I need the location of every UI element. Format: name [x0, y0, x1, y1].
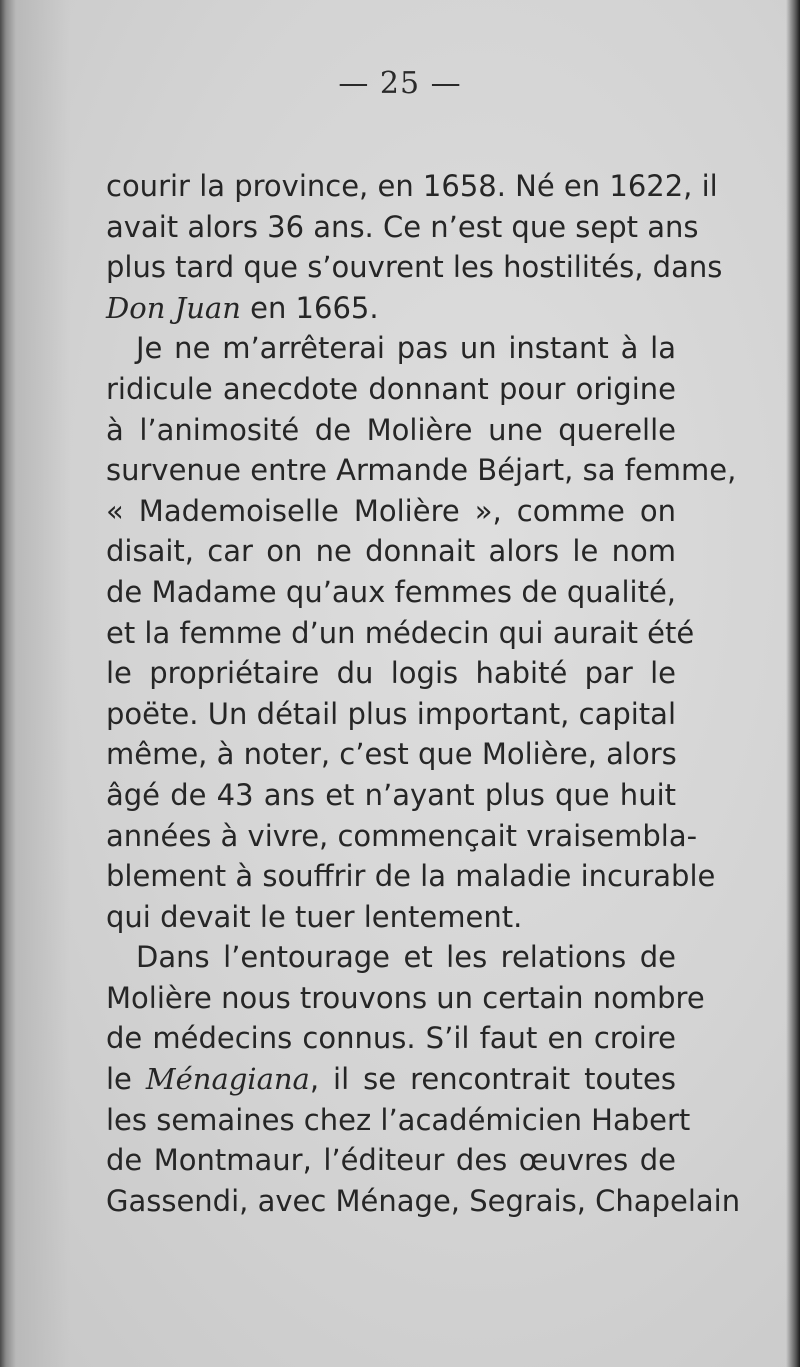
text-line [106, 491, 676, 532]
text-line [106, 937, 676, 978]
text-line [106, 531, 676, 572]
italic-title: Ménagiana [145, 1062, 310, 1097]
text-line [106, 1059, 676, 1100]
text-line [106, 1140, 676, 1181]
text-line [106, 369, 676, 410]
line-text: le [106, 1062, 146, 1097]
text-line [106, 410, 676, 451]
line-text: avait alors 36 ans. Ce n’est que sept ans [106, 209, 699, 244]
line-text: Molière nous trouvons un certain nombre [106, 980, 705, 1015]
text-line [106, 816, 698, 857]
line-text: de Montmaur, l’éditeur des œuvres de [106, 1143, 676, 1178]
line-text: qui devait le tuer lentement. [106, 899, 523, 934]
line-text: et la femme d’un médecin qui aurait été [106, 615, 695, 650]
text-line [106, 775, 676, 816]
line-text: plus tard que s’ouvrent les hostilités, dans [106, 250, 723, 285]
line-text: survenue entre Armande Béjart, sa femme, [106, 453, 737, 488]
line-text: les semaines chez l’académicien Habert [106, 1102, 691, 1137]
line-text: le propriétaire du logis habité par le [106, 656, 676, 691]
line-text: de Madame qu’aux femmes de qualité, [106, 574, 676, 609]
line-text: « Mademoiselle Molière », comme on [106, 493, 676, 528]
text-line [106, 247, 723, 288]
line-text: Je ne m’arrêterai pas un instant à la [136, 331, 676, 366]
text-line [106, 1181, 741, 1222]
text-line [106, 328, 676, 369]
line-text: , il se rencontrait toutes [309, 1062, 676, 1097]
text-line [106, 1018, 676, 1059]
line-text: années à vivre, commençait vraisembla- [106, 818, 698, 853]
line-text: ridicule anecdote donnant pour origine [106, 371, 676, 406]
line-text: poëte. Un détail plus important, capital [106, 696, 676, 731]
text-line [106, 856, 716, 897]
line-text: même, à noter, c’est que Molière, alors [106, 737, 677, 772]
text-line [106, 734, 676, 775]
text-line [106, 897, 676, 938]
text-line [106, 572, 676, 613]
italic-title: Don Juan [106, 290, 241, 325]
line-text: âgé de 43 ans et n’ayant plus que huit [106, 777, 676, 812]
text-line [106, 613, 695, 654]
body-text [106, 166, 741, 1221]
text-line [106, 1100, 691, 1141]
page-number: — 25 — [338, 66, 462, 101]
page-edge [786, 0, 800, 1367]
binding-shadow [0, 0, 70, 1367]
line-text: à l’animosité de Molière une querelle [106, 412, 676, 447]
line-text: blement à souffrir de la maladie incurable [106, 859, 716, 894]
line-text: disait, car on ne donnait alors le nom [106, 534, 676, 569]
line-text: courir la province, en 1658. Né en 1622, il [106, 169, 718, 203]
text-line [106, 694, 676, 735]
text-line [106, 207, 699, 248]
text-line [106, 653, 676, 694]
text-line [106, 978, 705, 1019]
line-text: Dans l’entourage et les relations de [136, 940, 676, 975]
text-line [106, 450, 737, 491]
line-text: de médecins connus. S’il faut en croire [106, 1021, 676, 1056]
text-line [106, 166, 718, 207]
line-text: Gassendi, avec Ménage, Segrais, Chapelain [106, 1183, 741, 1218]
text-line [106, 288, 676, 329]
line-text: en 1665. [240, 290, 379, 325]
